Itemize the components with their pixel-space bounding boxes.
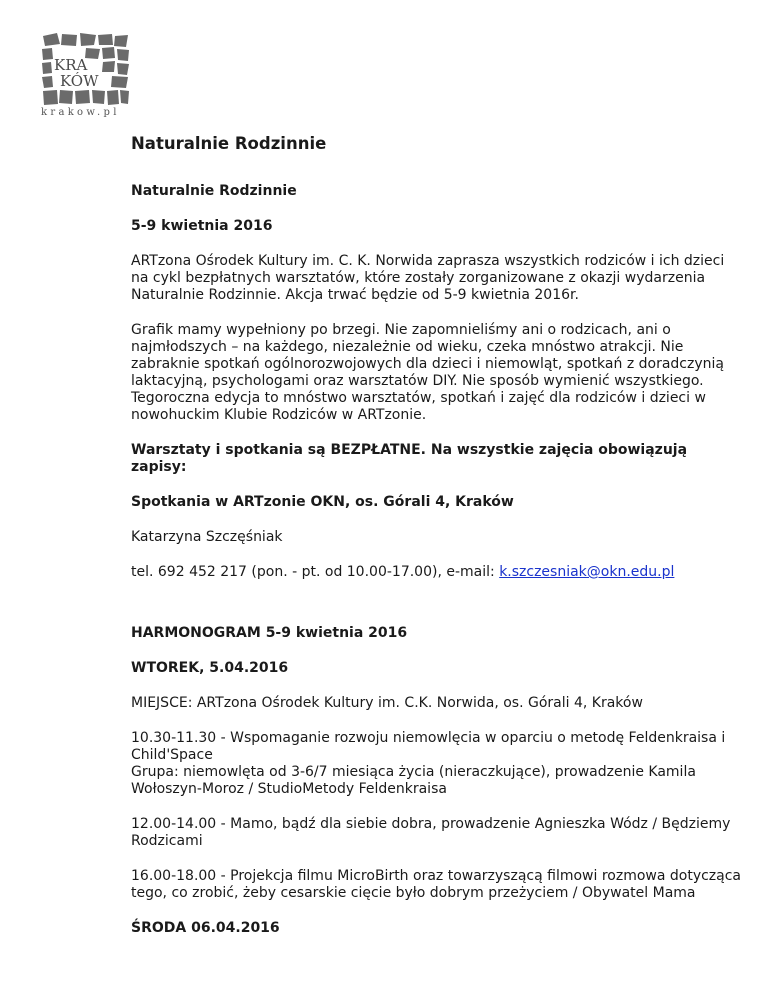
description-paragraph: Grafik mamy wypełniony po brzegi. Nie zapomnieliśmy ani o rodzicach, ani o najmłodszych – na każdego, niezależnie od wieku, czeka mnóstwo atrakcji. Nie zabraknie spotkań ogólnorozwojowych dla dzieci i niemowląt, spotkań z doradczynią laktacyjną, psychologami oraz warsztatów DIY. Nie sposób wymienić wszystkiego. Tegoroczna edycja to mnóstwo warsztatów, spotkań i zajęć dla rodziców i dzieci w nowohuckim Klubie Rodziców w ARTzonie.	[131, 322, 724, 423]
page-title: Naturalnie Rodzinnie	[131, 134, 327, 153]
logo-wordmark-bottom: KÓW	[60, 72, 99, 90]
contact-phone: tel. 692 452 217 (pon. - pt. od 10.00-17.00), e-mail:	[131, 564, 500, 580]
event-date-range: 5-9 kwietnia 2016	[131, 218, 273, 234]
free-notice: Warsztaty i spotkania są BEZPŁATNE. Na wszystkie zajęcia obowiązują zapisy:	[131, 442, 688, 475]
schedule-event	[131, 730, 746, 798]
contact-line	[131, 564, 746, 581]
intro-paragraph: ARTzona Ośrodek Kultury im. C. K. Norwida zaprasza wszystkich rodziców i ich dzieci na cykl bezpłatnych warsztatów, które zostały zorganizowane z okazji wydarzenia Naturalnie Rodzinnie. Akcja trwać będzie od 5-9 kwietnia 2016r.	[131, 253, 725, 303]
schedule-heading: HARMONOGRAM 5-9 kwietnia 2016	[131, 625, 408, 641]
day-place-tuesday: MIEJSCE: ARTzona Ośrodek Kultury im. C.K. Norwida, os. Górali 4, Kraków	[131, 695, 643, 711]
logo-caption[interactable]: krakow.pl	[41, 107, 120, 118]
logo-wordmark-top: KRA	[54, 56, 88, 74]
email-link[interactable]: k.szczesniak@okn.edu.pl	[499, 564, 675, 580]
venue-heading: Spotkania w ARTzonie OKN, os. Górali 4, Kraków	[131, 494, 514, 510]
day-title-wednesday: ŚRODA 06.04.2016	[131, 920, 280, 936]
logo-mosaic-icon	[40, 30, 132, 108]
schedule-event: 12.00-14.00 - Mamo, bądź dla siebie dobra, prowadzenie Agnieszka Wódz / Będziemy Rodzicami	[131, 816, 731, 849]
event-time-title: 10.30-11.30 - Wspomaganie rozwoju niemowlęcia w oparciu o metodę Feldenkraisa i Child'Space	[131, 730, 726, 763]
day-title-tuesday: WTOREK, 5.04.2016	[131, 660, 289, 676]
article-body	[131, 183, 746, 955]
article-heading: Naturalnie Rodzinnie	[131, 183, 297, 199]
schedule-event: 16.00-18.00 - Projekcja filmu MicroBirth oraz towarzyszącą filmowi rozmowa dotycząca tego, co zrobić, żeby cesarskie cięcie było dobrym przeżyciem / Obywatel Mama	[131, 868, 742, 901]
contact-name: Katarzyna Szczęśniak	[131, 529, 283, 545]
event-details: Grupa: niemowlęta od 3-6/7 miesiąca życia (nieraczkujące), prowadzenie Kamila Wołoszyn-Moroz / StudioMetody Feldenkraisa	[131, 764, 696, 797]
